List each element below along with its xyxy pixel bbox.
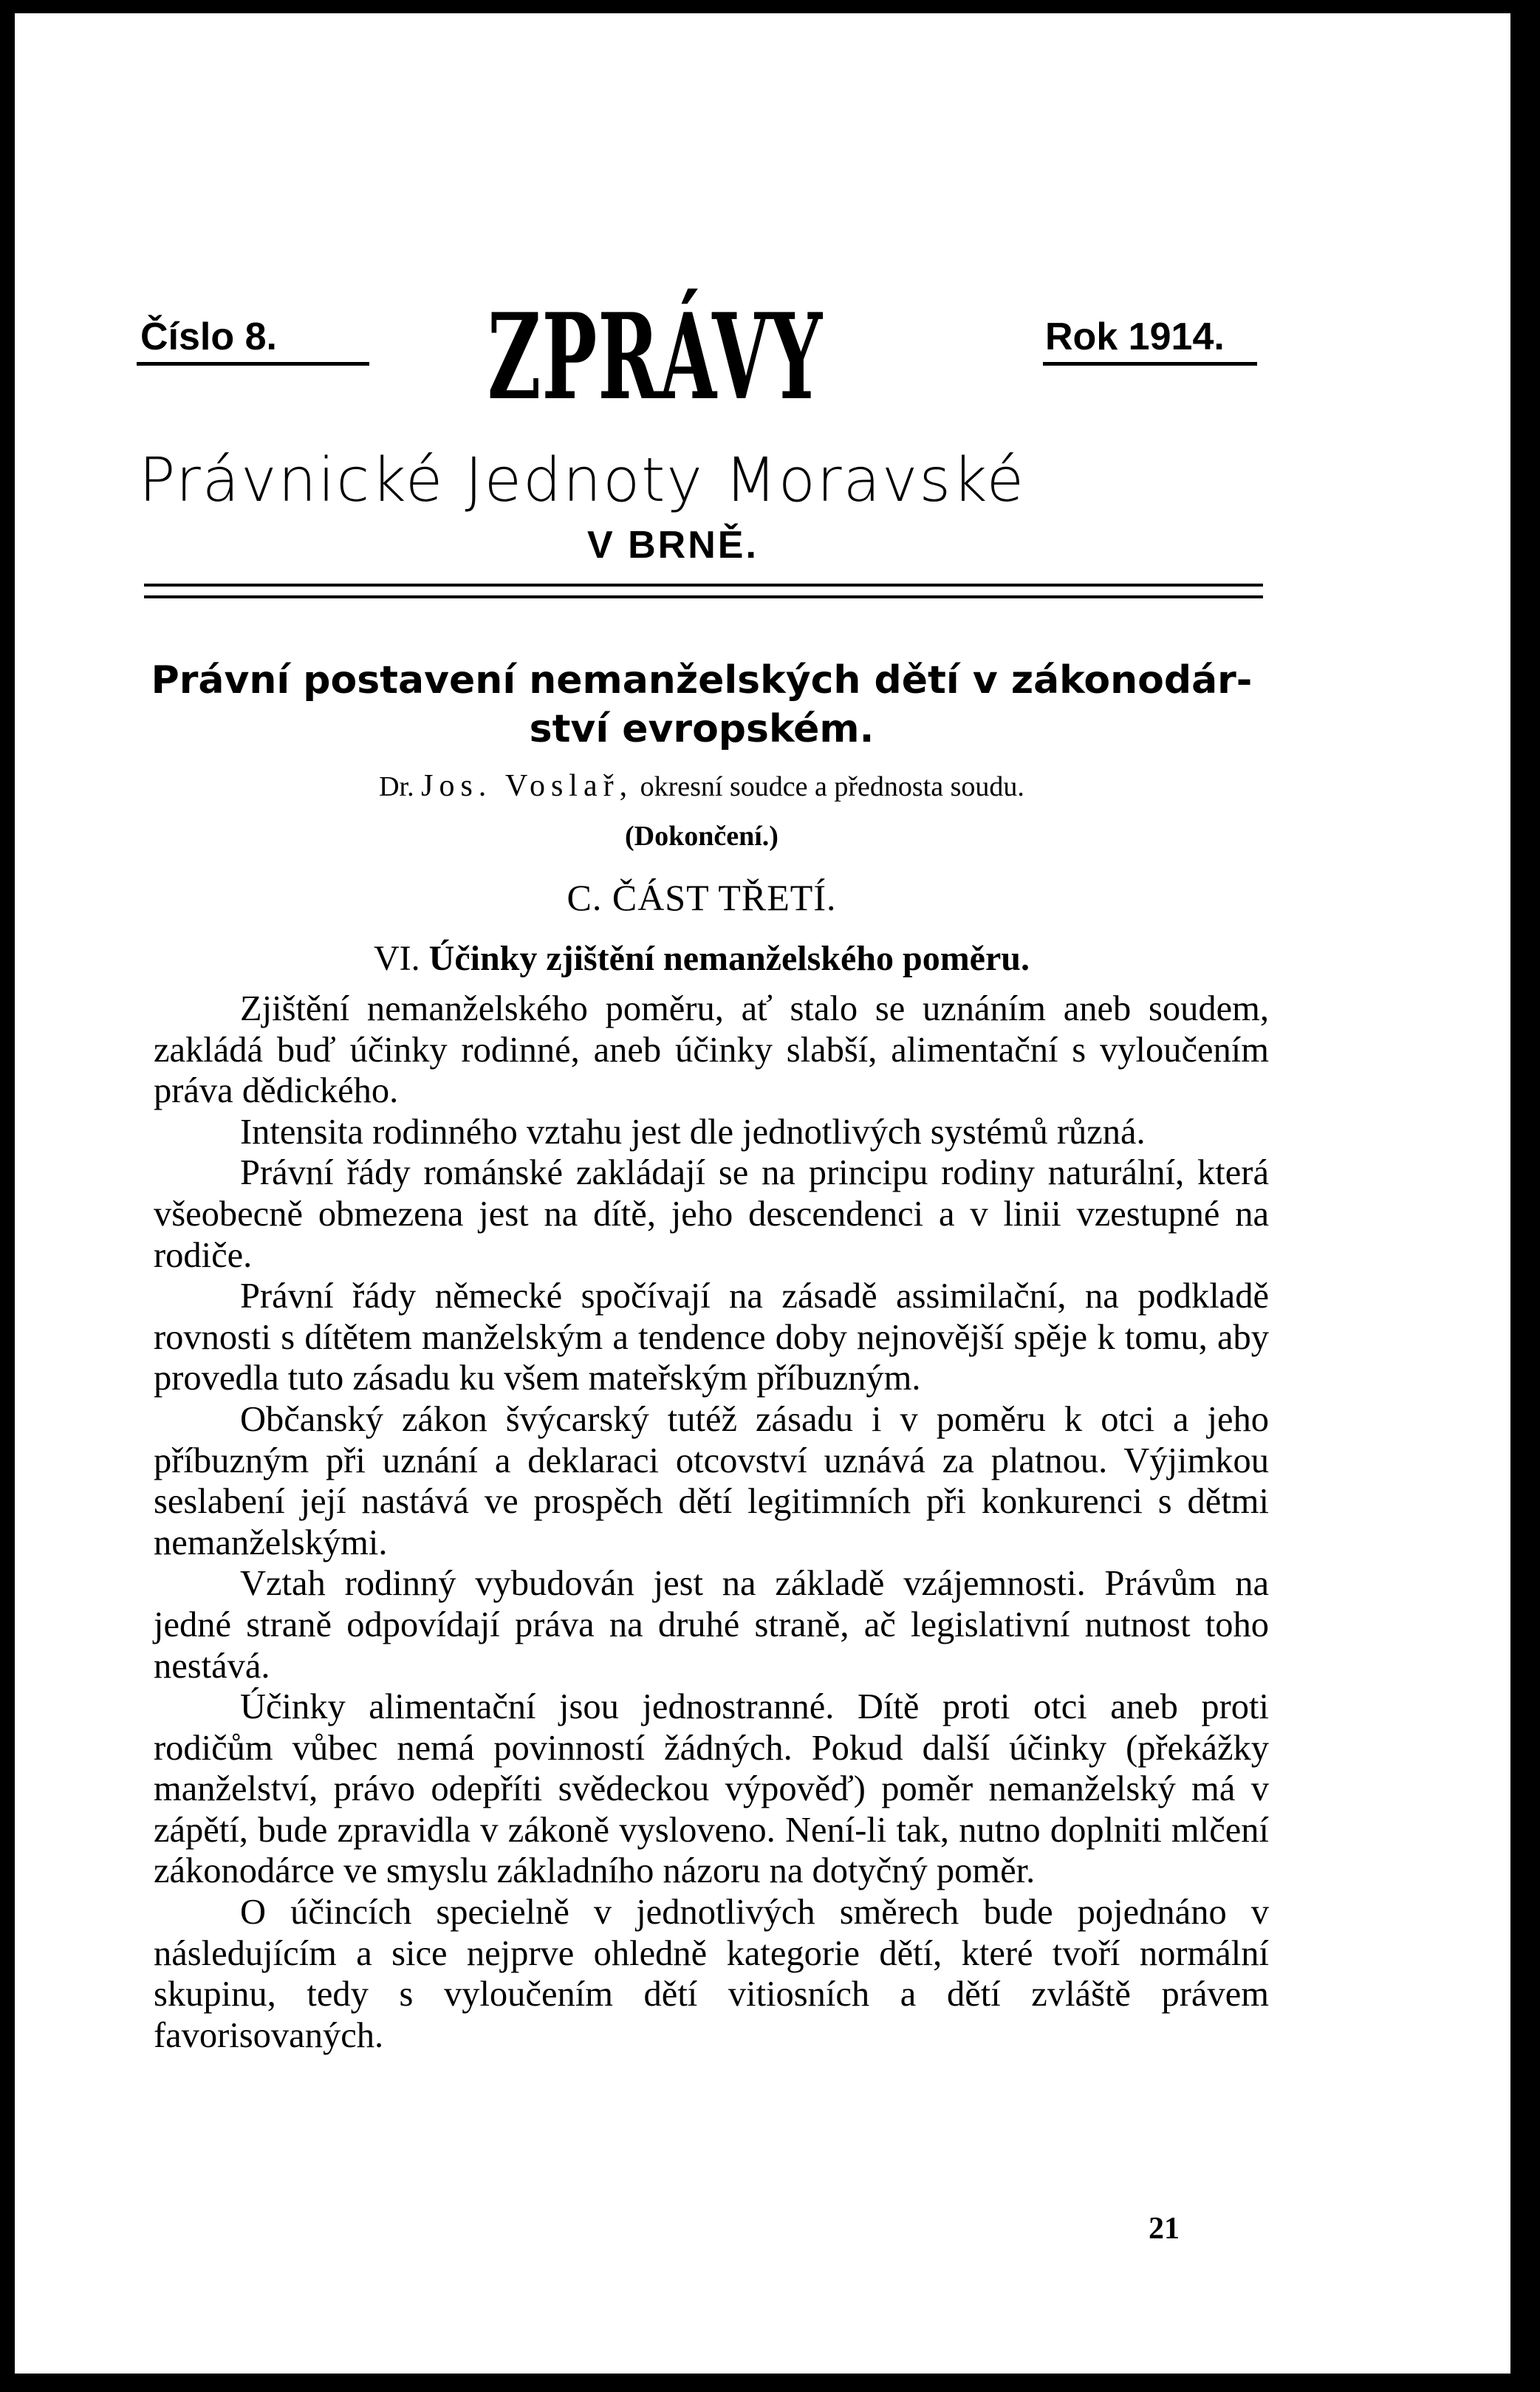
page-number: 21: [1149, 2212, 1180, 2246]
article-title-line-2: ství evropském.: [529, 707, 875, 751]
body-paragraph: O účincích specielně v jednotlivých směrech bude pojednáno v následujícím a sice nejprve ohledně kategorie dětí, které tvoří normální skupinu, tedy s vyloučením dětí vitiosních a dětí zvláště právem favorisovaných.: [154, 1893, 1269, 2055]
author-line: [140, 768, 1263, 804]
issue-underline: [137, 362, 369, 366]
article-title: [140, 656, 1263, 754]
article-body: [154, 988, 1269, 2056]
publication-city: V BRNĚ.: [587, 524, 759, 567]
issue-number: Číslo 8.: [140, 315, 277, 358]
body-paragraph: Právní řády románské zakládají se na principu rodiny naturální, která všeobecně obmezena jest na dítě, jeho descendenci a v linii vzestupné na rodiče.: [154, 1153, 1269, 1275]
header-rule-bottom: [144, 595, 1263, 598]
author-role: okresní soudce a přednosta soudu.: [640, 771, 1024, 802]
body-paragraph: Občanský zákon švýcarský tutéž zásadu i v poměru k otci a jeho příbuzným při uznání a deklaraci otcovství uznává za platnou. Výjimkou seslabení její nastává ve prospěch dětí legitimních při konkurenci s dětmi nemanželskými.: [154, 1399, 1269, 1562]
publication-subtitle: Právnické Jednoty Moravské: [139, 445, 1026, 516]
author-prefix: Dr.: [379, 771, 414, 802]
continuation-note: (Dokončení.): [625, 821, 778, 852]
section-title: Účinky zjištění nemanželského poměru.: [428, 939, 1030, 978]
body-paragraph: Vztah rodinný vybudován jest na základě vzájemnosti. Právům na jedné straně odpovídají práva na druhé straně, ač legislativní nutnost toho nestává.: [154, 1564, 1269, 1686]
body-paragraph: Právní řády německé spočívají na zásadě assimilační, na podkladě rovnosti s dítětem manželským a tendence doby nejnovější spěje k tomu, aby provedla tuto zásadu ku všem mateřským příbuzným.: [154, 1277, 1269, 1398]
body-paragraph: Intensita rodinného vztahu jest dle jednotlivých systémů různá.: [240, 1112, 1146, 1152]
body-paragraph: Zjištění nemanželského poměru, ať stalo se uznáním aneb soudem, zakládá buď účinky rodinné, aneb účinky slabší, alimentační s vyloučením práva dědického.: [154, 989, 1269, 1111]
part-heading: C. ČÁST TŘETÍ.: [567, 877, 837, 918]
author-name: Jos. Voslař,: [421, 769, 634, 803]
section-numeral: VI.: [374, 939, 420, 978]
header-rule-top: [144, 584, 1263, 587]
year-underline: [1043, 362, 1257, 366]
body-paragraph: Účinky alimentační jsou jednostranné. Dítě proti otci aneb proti rodičům vůbec nemá povinností žádných. Pokud další účinky (překážky manželství, právo odepříti svědeckou výpověď) poměr nemanželský má v zápětí, bude zpravidla v zákoně vysloveno. Není-li tak, nutno doplniti mlčení zákonodárce ve smyslu základního názoru na dotyčný poměr.: [154, 1687, 1269, 1891]
publication-year: Rok 1914.: [1045, 315, 1225, 358]
masthead-title: ZPRÁVY: [487, 287, 824, 426]
section-heading: [140, 938, 1263, 979]
article-title-line-1: Právní postavení nemanželských dětí v zákonodár-: [151, 658, 1253, 703]
page-sheet: [15, 13, 1510, 2374]
